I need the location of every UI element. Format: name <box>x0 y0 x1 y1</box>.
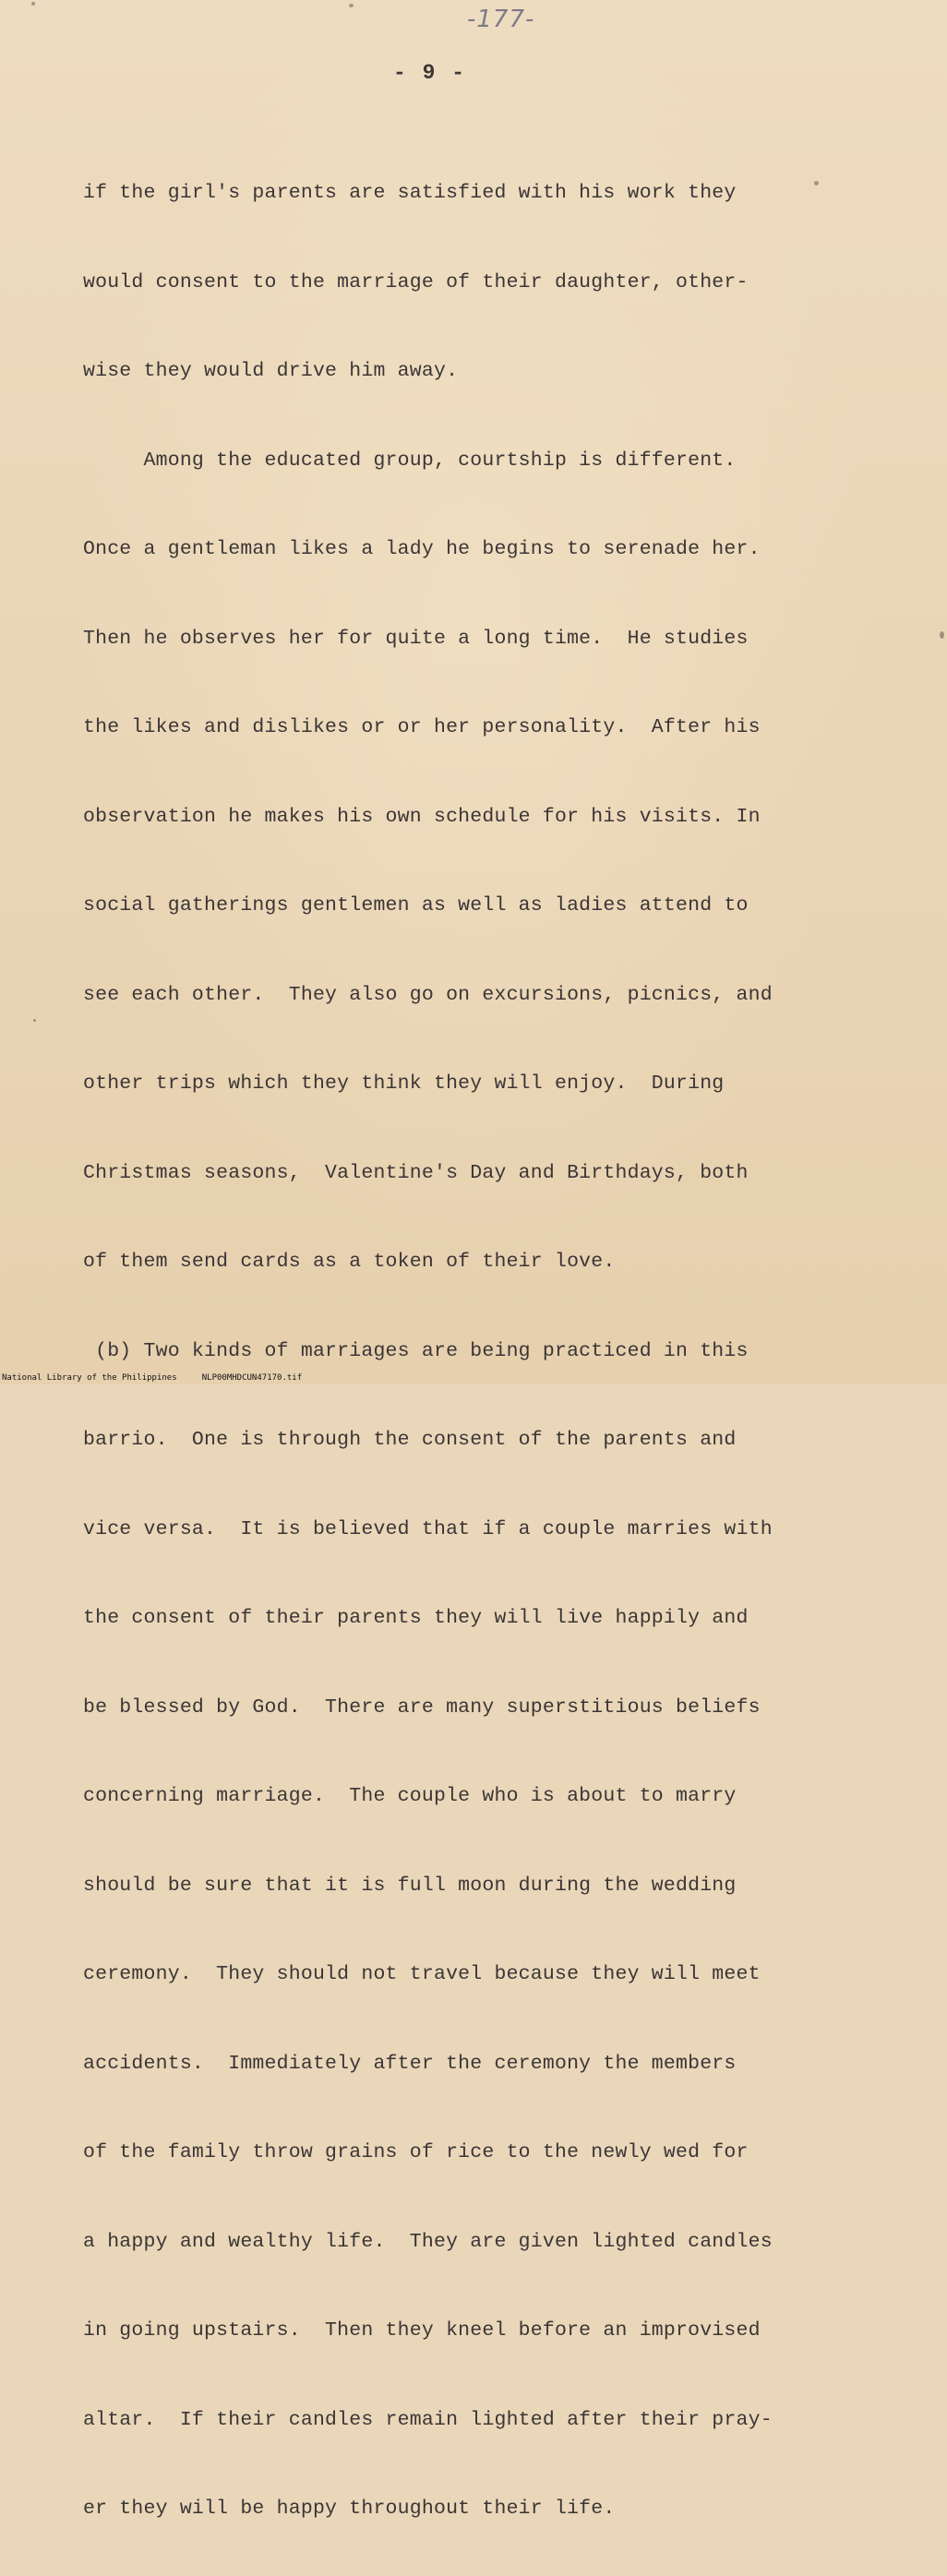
text-line: in going upstairs. Then they kneel before an improvised <box>83 2319 761 2342</box>
text-line: should be sure that it is full moon during the wedding <box>83 1874 737 1897</box>
text-line: other trips which they think they will enjoy. During <box>83 1072 725 1095</box>
paper-speck <box>31 2 35 6</box>
text-line: be blessed by God. There are many superstitious beliefs <box>83 1695 761 1719</box>
text-line: concerning marriage. The couple who is about to marry <box>83 1785 737 1807</box>
text-line: a happy and wealthy life. They are given lighted candles <box>83 2230 773 2253</box>
text-line: Once a gentleman likes a lady he begins to serenade her. <box>83 538 761 560</box>
text-line: Christmas seasons, Valentine's Day and Birthdays, both <box>83 1161 749 1184</box>
text-line: accidents. Immediately after the ceremony the members <box>83 2052 737 2075</box>
text-line: would consent to the marriage of their daughter, other- <box>83 270 749 294</box>
text-line: vice versa. It is believed that if a couple marries with <box>83 1517 773 1540</box>
text-line: wise they would drive him away. <box>83 360 459 382</box>
folio-number: -177- <box>467 6 535 33</box>
paper-speck <box>940 631 944 639</box>
text-line: see each other. They also go on excursions, picnics, and <box>83 983 773 1006</box>
text-line: observation he makes his own schedule for his visits. In <box>83 805 761 828</box>
text-line: barrio. One is through the consent of the parents and <box>83 1429 737 1451</box>
text-line: er they will be happy throughout their life. <box>83 2498 616 2520</box>
paper-speck <box>33 1019 36 1022</box>
text-line: of them send cards as a token of their love. <box>83 1251 616 1273</box>
text-line: if the girl's parents are satisfied with his work they <box>83 182 737 204</box>
footer-library: National Library of the Philippines <box>2 1373 177 1383</box>
page-number: - 9 - <box>393 61 467 85</box>
text-line: ceremony. They should not travel because they will meet <box>83 1963 761 1985</box>
text-line: (b) Two kinds of marriages are being practiced in this <box>83 1339 749 1362</box>
text-line: the likes and dislikes or or her personality. After his <box>83 716 761 738</box>
paper-speck <box>349 4 354 7</box>
text-line: social gatherings gentlemen as well as ladies attend to <box>83 894 749 917</box>
scan-footer <box>2 1373 302 1383</box>
paper-speck <box>814 181 819 186</box>
text-line: altar. If their candles remain lighted after their pray- <box>83 2408 773 2431</box>
body-text <box>83 126 868 2576</box>
text-line: the consent of their parents they will live happily and <box>83 1607 749 1629</box>
text-line: Then he observes her for quite a long time. He studies <box>83 627 749 650</box>
text-line: of the family throw grains of rice to the newly wed for <box>83 2141 749 2163</box>
text-line: Among the educated group, courtship is different. <box>83 449 737 472</box>
footer-filename: NLP00MHDCUN47170.tif <box>201 1373 303 1383</box>
